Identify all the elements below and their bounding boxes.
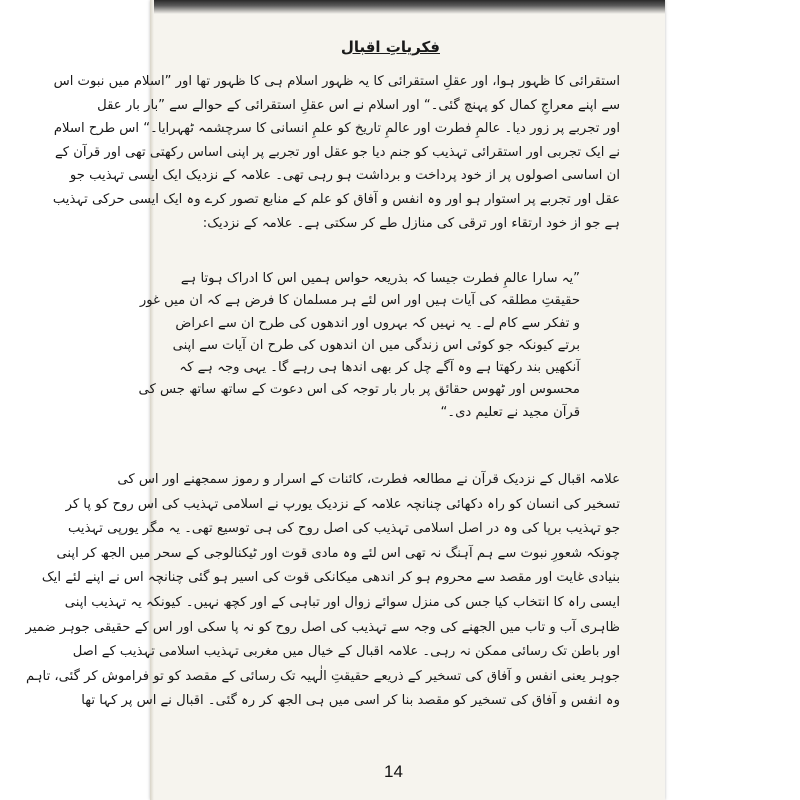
page-number: 14 [384, 762, 403, 781]
text-line: جو تہذیب برپا کی وہ در اصل اسلامی تہذیب کی اصل روح کی ہی توسیع تھی۔ یہ مگر یورپی تہذیب [67, 521, 620, 537]
text-line: تسخیر کی انسان کو راہ دکھائی چنانچہ علامہ کے نزدیک یورپ نے اسلامی تہذیب کی اس روح کو پا کر [65, 496, 620, 512]
quote-line: برتے کیونکہ جو کوئی اس زندگی میں ان اندھوں کی طرح ان آیات سے اپنی [172, 337, 580, 353]
text-line: ہے جو از خود ارتقاء اور ترقی کی منازل طے کر سکتی ہے۔ علامہ کے نزدیک: [202, 215, 620, 231]
text-line: وہ انفس و آفاق کی تسخیر کو مقصد بنا کر اسی میں ہی الجھ کر رہ گئی۔ اقبال نے اس پر کہا تھا [81, 693, 620, 709]
text-line: اور باطن تک رسائی ممکن نہ رہی۔ علامہ اقبال کے خیال میں مغربی تہذیب اسلامی تہذیب کے اصل [72, 644, 620, 660]
text-line: سے اپنے معراجِ کمال کو پہنچ گئی۔“ اور اسلام نے اس عقلِ استقرائی کے حوالے سے ”بار بار عقل [97, 97, 620, 113]
paragraph-2 [25, 468, 620, 714]
quote-line: حقیقتِ مطلقہ کی آیات ہیں اور اس لئے ہر مسلمان کا فرض ہے کہ ان میں غور [139, 293, 580, 309]
paragraph-1 [52, 70, 620, 235]
text-line: علامہ اقبال کے نزدیک قرآن نے مطالعہ فطرت، کائنات کے اسرار و رموز سمجھنے اور اس کی [117, 472, 620, 487]
quote-line: قرآن مجید نے تعلیم دی۔“ [440, 404, 580, 420]
text-line: عقل اور تجربے پر استوار ہو اور وہ انفس و آفاق کو علم کے منابع تصور کرے وہ ایک ایسی حرکی تہذیب [52, 191, 620, 207]
text-line: چونکہ شعورِ نبوت سے ہم آہنگ نہ تھی اس لئے وہ مادی قوت اور ٹیکنالوجی کے سحر میں الجھ کر اپنی [56, 545, 620, 561]
quote-line: و تفکر سے کام لے۔ یہ نہیں کہ بہروں اور اندھوں کی طرح ان سے اعراض [175, 315, 580, 331]
text-line: اور تجربے پر زور دیا۔ عالمِ فطرت اور عالمِ تاریخ کو علمِ انسانی کا سرچشمہ ٹھہرایا۔“ اس طرح اسلام [53, 121, 620, 137]
text-line: ظاہری آب و تاب میں الجھنے کی وجہ سے تہذیب کی اصل روح کو نہ پا سکی اور اس کے حقیقی جوہر ضمیر [25, 619, 620, 635]
text-line: نے ایک تجربی اور استقرائی تہذیب کو جنم دیا جو عقل اور تجربے پر اپنی اساس رکھتی تھی اور قرآن کے [55, 144, 620, 160]
text-area [25, 0, 620, 800]
quote-line: آنکھیں بند رکھتا ہے وہ آگے چل کر بھی اندھا ہی رہے گا۔ یہی وجہ ہے کہ [179, 360, 580, 376]
running-header: فکریاتِ اقبال [340, 38, 440, 56]
text-line: ایسی راہ کا انتخاب کیا جس کی منزل سوائے زوال اور تباہی کے اور کچھ نہیں۔ کیونکہ یہ تہذیب اپنی [64, 594, 620, 610]
text-line: ان اساسی اصولوں پر از خود پرداخت و برداشت ہو رہی تھی۔ علامہ کے نزدیک ایک ایسی تہذیب جو [69, 168, 620, 184]
quote-line: محسوس اور ٹھوس حقائق پر بار بار توجہ کی اس دعوت کے ساتھ ساتھ جس کی [138, 382, 580, 398]
quote-line: ”یہ سارا عالمِ فطرت جیسا کہ بذریعہ حواس ہمیں اس کا ادراک ہوتا ہے [180, 271, 580, 286]
block-quote [138, 268, 580, 424]
text-line: بنیادی غایت اور مقصد سے محروم ہو کر اندھی میکانکی قوت کی اسیر ہو گئی چنانچہ اس نے اپنے لئے ایک [41, 570, 620, 586]
text-line: جوہر یعنی انفس و آفاق کی تسخیر کے ذریعے حقیقتِ الٰہیہ تک رسائی کے مقصد کو تو فراموش کر گئی، تاہم [26, 668, 620, 684]
text-line: استقرائی کا ظہور ہوا، اور عقلِ استقرائی کا یہ ظہور اسلام ہی کا ظہور تھا اور ”اسلام میں نبوت اس [53, 74, 620, 89]
